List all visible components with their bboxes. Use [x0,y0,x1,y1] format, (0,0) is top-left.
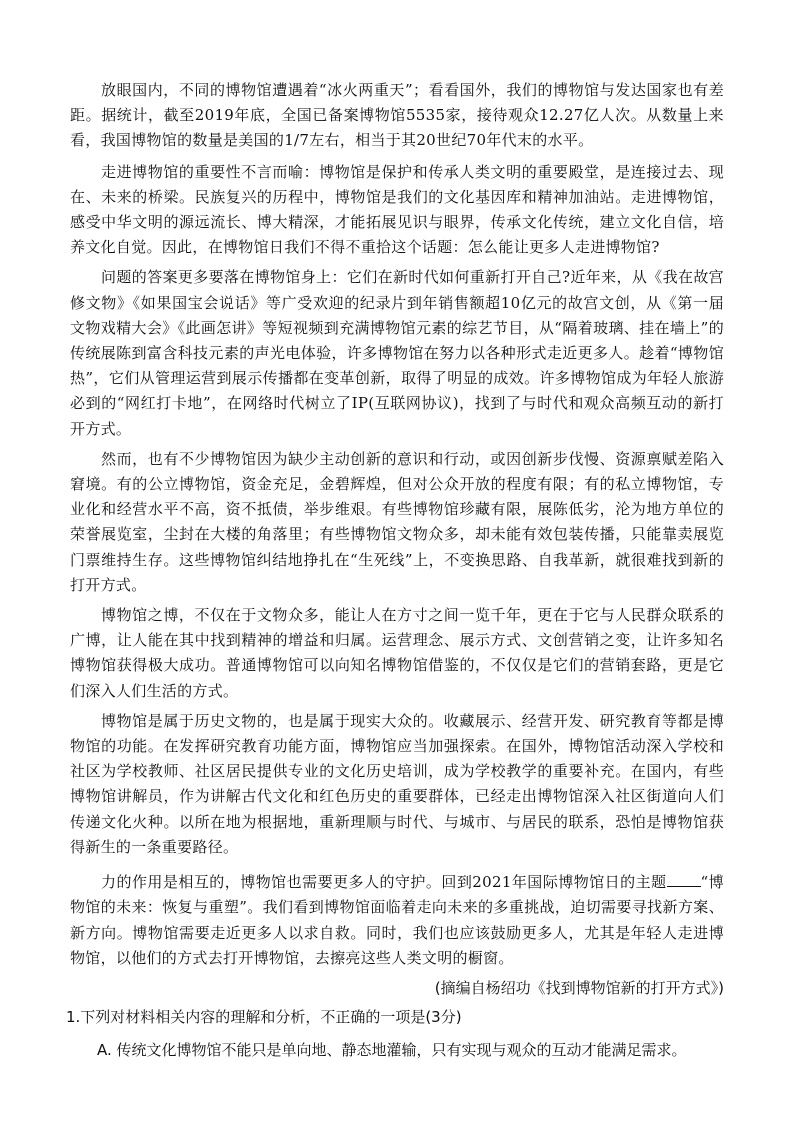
fill-in-blank [667,872,701,887]
paragraph-7-end: “博物馆的未来：恢复与重塑”。我们看到博物馆面临着走向未来的多重挑战，迫切需要寻找新方案、新方向。博物馆需要走近更多人以求自救。同时，我们也应该鼓励更多人，尤其是年轻人走进博物馆，以他们的方式去打开博物馆，去擦亮这些人类文明的橱窗。 [70,873,724,967]
paragraph-2: 走进博物馆的重要性不言而喻：博物馆是保护和传承人类文明的重要殿堂，是连接过去、现在、未来的桥梁。民族复兴的历程中，博物馆是我们的文化基因库和精神加油站。走进博物馆，感受中华文明的源远流长、博大精深，才能拓展见识与眼界，传承文化传统，建立文化自信，培养文化自觉。因此，在博物馆日我们不得不重拾这个话题：怎么能让更多人走进博物馆? [70,162,724,257]
document-page [66,78,724,1063]
paragraph-3: 问题的答案更多要落在博物馆身上：它们在新时代如何重新打开自己?近年来，从《我在故宫修文物》《如果国宝会说话》等广受欢迎的纪录片到年销售额超10亿元的故宫文创，从《第一届文物戏精大会》《此画怎讲》等短视频到充满博物馆元素的综艺节目，从“隔着玻璃、挂在墙上”的传统展陈到富含科技元素的声光电体验，许多博物馆在努力以各种形式走近更多人。趁着“博物馆热”，它们从管理运营到展示传播都在变革创新，取得了明显的成效。许多博物馆成为年轻人旅游必到的“网红打卡地”，在网络时代树立了IP(互联网协议)，找到了与时代和观众高频互动的新打开方式。 [70,268,724,438]
question-option-a: A. 传统文化博物馆不能只是单向地、静态地灌输，只有实现与观众的互动才能满足需求。 [97,1040,687,1059]
question-stem: 1.下列对材料相关内容的理解和分析，不正确的一项是(3分) [66,1007,462,1026]
paragraph-4: 然而，也有不少博物馆因为缺少主动创新的意识和行动，或因创新步伐慢、资源禀赋差陷入窘境。有的公立博物馆，资金充足，金碧辉煌，但对公众开放的程度有限；有的私立博物馆，专业化和经营水平不高，资不抵债，举步维艰。有些博物馆珍藏有限，展陈低劣，沦为地方单位的荣誉展览室，尘封在大楼的角落里；有些博物馆文物众多，却未能有效包装传播，只能靠卖展览门票维持生存。这些博物馆纠结地挣扎在“生死线”上，不变换思路、自我革新，就很难找到新的打开方式。 [70,449,724,594]
paragraph-6: 博物馆是属于历史文物的，也是属于现实大众的。收藏展示、经营开发、研究教育等都是博物馆的功能。在发挥研究教育功能方面，博物馆应当加强探索。在国外，博物馆活动深入学校和社区为学校教师、社区居民提供专业的文化历史培训，成为学校教学的重要补充。在国内，有些博物馆讲解员，作为讲解古代文化和红色历史的重要群体，已经走出博物馆深入社区街道向人们传递文化火种。以所在地为根据地，重新理顺与时代、与城市、与居民的联系，恐怕是博物馆获得新生的一条重要路径。 [70,711,724,856]
paragraph-7 [70,870,724,971]
article-source: (摘编自杨绍功《找到博物馆新的打开方式》) [434,978,724,997]
paragraph-5: 博物馆之博，不仅在于文物众多，能让人在方寸之间一览千年，更在于它与人民群众联系的广博，让人能在其中找到精神的增益和归属。运营理念、展示方式、文创营销之变，让许多知名博物馆获得极大成功。普通博物馆可以向知名博物馆借鉴的，不仅仅是它们的营销套路，更是它们深入人们生活的方式。 [70,606,724,700]
paragraph-1: 放眼国内，不同的博物馆遭遇着“冰火两重天”；看看国外，我们的博物馆与发达国家也有差距。据统计，截至2019年底，全国已备案博物馆5535家，接待观众12.27亿人次。从数量上来看，我国博物馆的数量是美国的1/7左右，相当于其20世纪70年代末的水平。 [70,81,724,150]
paragraph-7-start: 力的作用是相互的，博物馆也需要更多人的守护。回到2021年国际博物馆日的主题 [101,873,667,892]
